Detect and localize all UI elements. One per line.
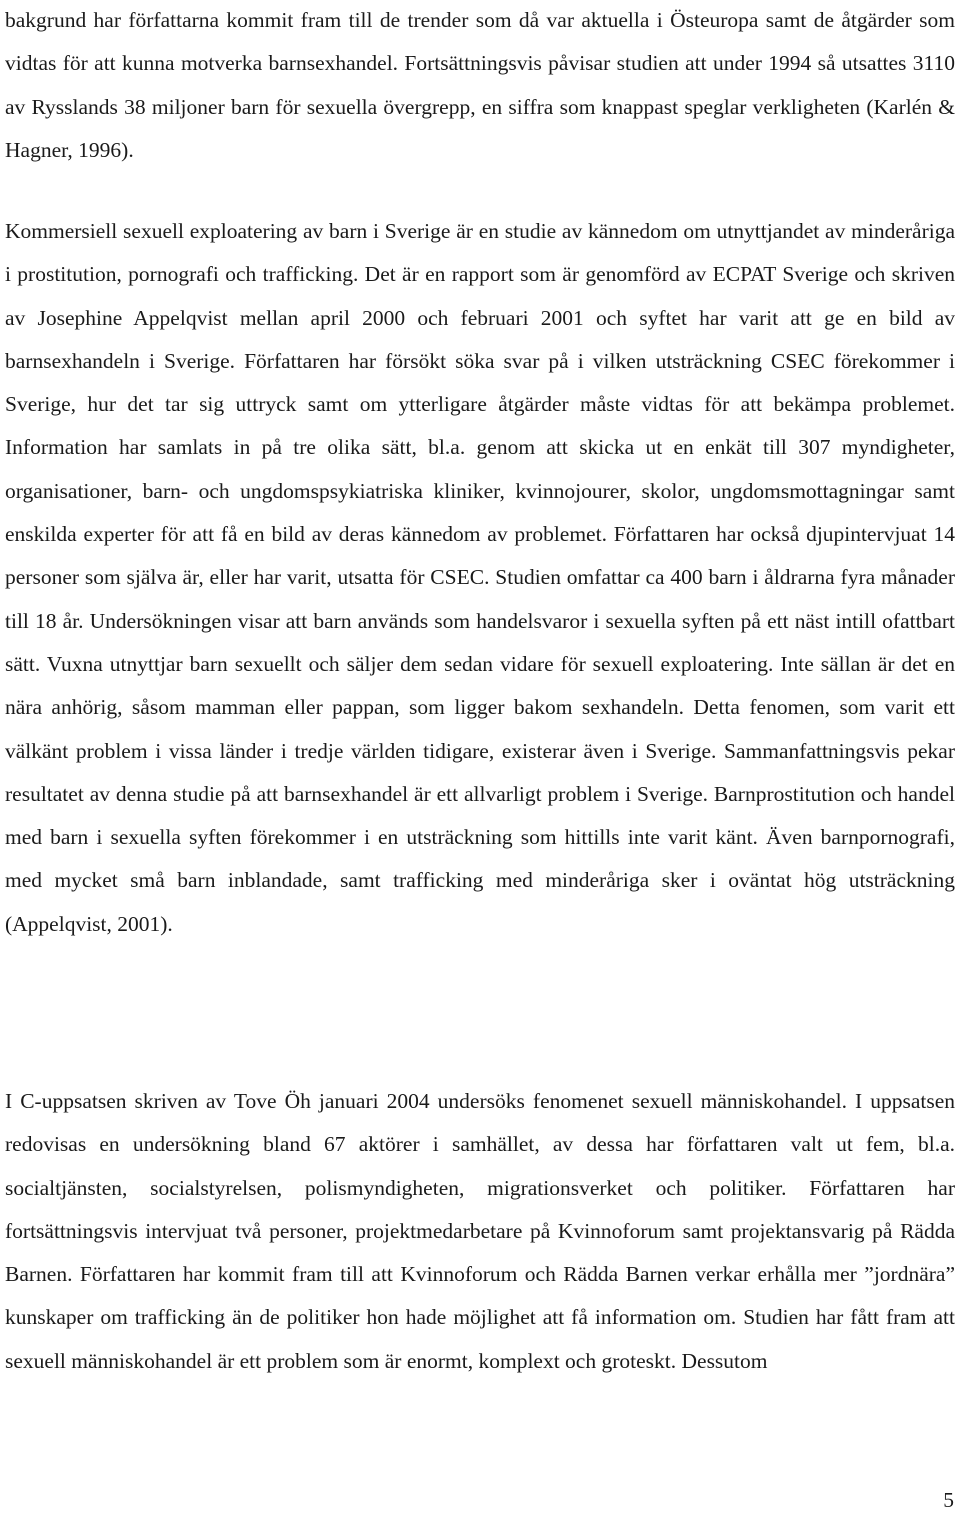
paragraph-background: bakgrund har författarna kommit fram till de trender som då var aktuella i Östeuropa samt de åtgärder som vidtas för att kunna motverka barnsexhandel. Fortsättningsvis påvisar studien att under 1994 så utsattes 3110 av Rysslands 38 miljoner barn för sexuella övergrepp, en siffra som knappast speglar verkligheten (Karlén & Hagner, 1996). — [5, 8, 955, 162]
paragraph-c-uppsats: I C-uppsatsen skriven av Tove Öh januari 2004 undersöks fenomenet sexuell människohandel. I uppsatsen redovisas en undersökning bland 67 aktörer i samhället, av dessa har författaren valt ut fem, bl.a. socialtjänsten, socialstyrelsen, polismyndigheten, migrationsverket och politiker. Författaren har fortsättningsvis intervjuat två personer, projektmedarbetare på Kvinnoforum samt projektansvarig på Rädda Barnen. Författaren har kommit fram till att Kvinnoforum och Rädda Barnen verkar erhålla mer ”jordnära” kunskaper om trafficking än de politiker hon hade möjlighet att få information om. Studien har fått fram att sexuell människohandel är ett problem som är enormt, komplext och groteskt. Dessutom — [5, 1089, 955, 1373]
paragraph-ecpat-study: Kommersiell sexuell exploatering av barn i Sverige är en studie av kännedom om utnyttjandet av minderåriga i prostitution, pornografi och trafficking. Det är en rapport som är genomförd av ECPAT Sverige och skriven av Josephine Appelqvist mellan april 2000 och februari 2001 och syftet har varit att ge en bild av barnsexhandeln i Sverige. Författaren har försökt söka svar på i vilken utsträckning CSEC förekommer i Sverige, hur det tar sig uttryck samt om ytterligare åtgärder måste vidtas för att bekämpa problemet. Information har samlats in på tre olika sätt, bl.a. genom att skicka ut en enkät till 307 myndigheter, organisationer, barn- och ungdomspsykiatriska kliniker, kvinnojourer, skolor, ungdomsmottagningar samt enskilda experter för att få en bild av deras kännedom av problemet. Författaren har också djupintervjuat 14 personer som själva är, eller har varit, utsatta för CSEC. Studien omfattar ca 400 barn i åldrarna fyra månader till 18 år. Undersökningen visar att barn används som handelsvaror i sexuella syften på ett näst intill ofattbart sätt. Vuxna utnyttjar barn sexuellt och säljer dem sedan vidare för sexuell exploatering. Inte sällan är det en nära anhörig, såsom mamman eller pappan, som ligger bakom sexhandeln. Detta fenomen, som varit ett välkänt problem i vissa länder i tredje världen tidigare, existerar även i Sverige. Sammanfattningsvis pekar resultatet av denna studie på att barnsexhandel är ett allvarligt problem i Sverige. Barnprostitution och handel med barn i sexuella syften förekommer i en utsträckning som hittills inte varit känt. Även barnpornografi, med mycket små barn inblandade, samt trafficking med minderåriga sker i oväntat hög utsträckning (Appelqvist, 2001). — [5, 219, 955, 936]
page-number: 5 — [943, 1488, 954, 1512]
